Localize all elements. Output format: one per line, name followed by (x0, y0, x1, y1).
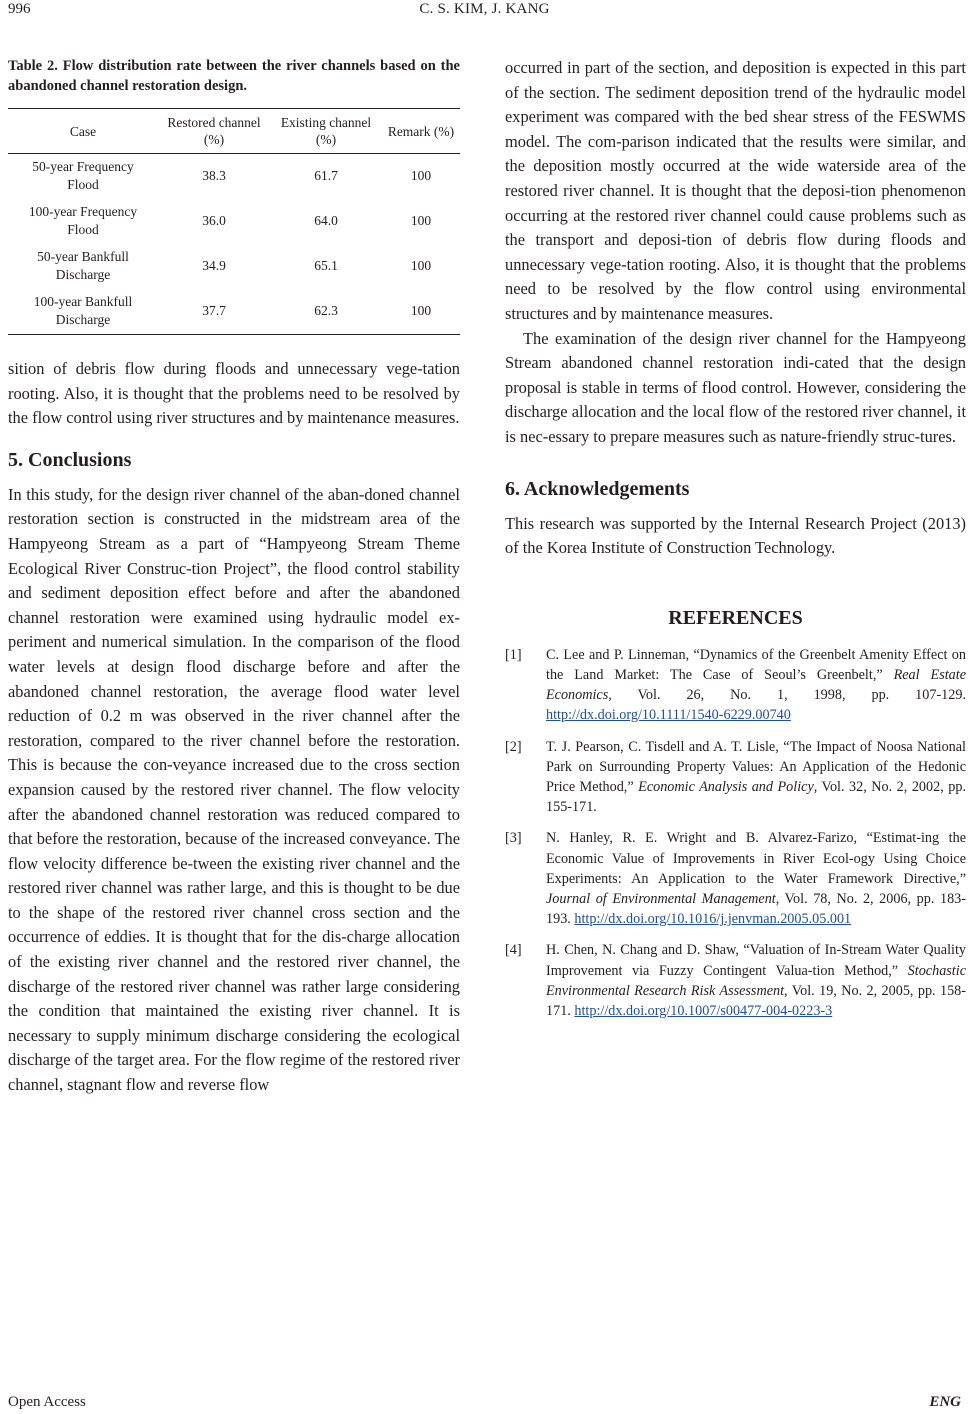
cell-restored: 38.3 (202, 168, 226, 183)
reference-journal: Economic Analysis and Policy (638, 778, 814, 795)
reference-authors-title: T. J. Pearson, C. Tisdell and A. T. Lisle, “The Impact of Noosa National Park on Surrounding Property Values: An Application of the Hedonic Price Method,” (546, 738, 966, 795)
cell-remark: 100 (410, 258, 432, 273)
cell-case: 50-year Frequency Flood (32, 159, 134, 192)
table-caption: Table 2. Flow distribution rate between the river channels based on the abandoned channel restoration design. (8, 58, 460, 94)
cell-remark: 100 (382, 289, 460, 335)
reference-details: , Vol. 78, No. 2, 2006, pp. 183-193. (546, 890, 966, 928)
page-header (0, 0, 969, 22)
reference-item (505, 737, 966, 818)
cell-remark: 100 (410, 213, 432, 228)
examination-paragraph: The examination of the design river channel for the Hampyeong Stream abandoned channel restoration indi-cated that the design proposal is stable in terms of flood control. However, considering the discharge allocation and the local flow of the restored river channel, it is nec-essary to prepare measures such as nature-friendly struc-tures. (505, 328, 966, 446)
header-restored: Restored channel (%) (158, 109, 270, 154)
table-header-row (8, 109, 460, 154)
cell-case: 100-year Frequency Flood (28, 204, 138, 237)
reference-number: [2] (505, 738, 522, 755)
reference-doi-link[interactable]: http://dx.doi.org/10.1111/1540-6229.00740 (546, 707, 791, 724)
running-head: C. S. KIM, J. KANG (419, 1, 550, 17)
conclusions-heading: 5. Conclusions (8, 448, 132, 471)
page-footer (0, 1394, 969, 1414)
cell-case: 100-year Bankfull Discharge (8, 289, 158, 335)
right-column (505, 56, 966, 1032)
references-heading: REFERENCES (668, 606, 803, 629)
cell-existing: 62.3 (270, 289, 382, 335)
table-row (8, 199, 460, 244)
reference-authors-title: N. Hanley, R. E. Wright and B. Alvarez-Farizo, “Estimat-ing the Economic Value of Improvements in River Ecol-ogy Using Choice Experiments: An Application to the Water Framework Directive,” (546, 830, 966, 887)
cell-existing: 65.1 (314, 258, 338, 273)
reference-doi-link[interactable]: http://dx.doi.org/10.1007/s00477-004-0223-3 (574, 1002, 833, 1019)
cell-restored: 37.7 (158, 289, 270, 335)
cell-existing: 61.7 (314, 168, 338, 183)
acknowledgements-heading: 6. Acknowledgements (505, 477, 690, 500)
reference-details: , Vol. 32, No. 2, 2002, pp. 155-171. (546, 778, 966, 816)
reference-text (546, 940, 966, 1021)
left-column (8, 56, 460, 1098)
cell-case: 50-year Bankfull Discharge (37, 249, 129, 282)
cell-remark: 100 (410, 168, 432, 183)
conclusions-paragraph: In this study, for the design river channel of the aban-doned channel restoration section is constructed in the midstream area of the Hampyeong Stream as a part of “Hampyeong Stream Theme Ecological River Construc-tion Project”, the flood control stability and sediment deposition effect before and after the abandoned channel restoration were examined using hydraulic model ex-periment and numerical simulation. In the comparison of the flood water levels at design flood discharge before and after the abandoned channel restoration, the average flood water level reduction of 0.2 m was observed in the river channel after the restoration, compared to the river channel before the restoration. This is because the con-veyance increased due to the cross section expansion caused by the restored river channel. The flow velocity after the abandoned channel restoration was reduced compared to that before the restoration, because of the increased conveyance. The flow velocity difference be-tween the existing river channel and the restored river channel was rather large, and this is thought to be due to the shape of the restored river channel cross section and the occurrence of eddies. It is thought that for the dis-charge allocation of the existing river channel and the restored river channel, the discharge of the restored river channel was rather large considering the condition that maintained the existing river channel. It is necessary to supply minimum discharge considering the ecological discharge of the target area. For the flow regime of the restored river channel, stagnant flow and reverse flow (8, 484, 460, 1095)
reference-text (546, 645, 966, 726)
reference-details: , Vol. 26, No. 1, 1998, pp. 107-129. (608, 687, 966, 704)
open-access-label: Open Access (8, 1394, 86, 1410)
reference-journal: Journal of Environmental Management (546, 890, 776, 907)
header-remark: Remark (%) (382, 109, 460, 154)
acknowledgements-paragraph: This research was supported by the Internal Research Project (2013) of the Korea Institute of Construction Technology. (505, 513, 966, 558)
reference-details: , Vol. 19, No. 2, 2005, pp. 158-171. (546, 982, 966, 1019)
table-row (8, 244, 460, 289)
reference-journal: Stochastic Environmental Research Risk Assessment (546, 962, 966, 999)
table-row (8, 154, 460, 200)
reference-journal: Real Estate Economics (546, 666, 966, 704)
reference-item (505, 645, 966, 726)
header-existing: Existing channel (%) (270, 109, 382, 154)
left-continuation-paragraph: sition of debris flow during floods and unnecessary vege-tation rooting. Also, it is thought that the problems need to be resolved by the flow control using river structures and by maintenance measures. (8, 359, 460, 428)
table-row (8, 289, 460, 335)
reference-doi-link[interactable]: http://dx.doi.org/10.1016/j.jenvman.2005.05.001 (574, 911, 852, 928)
flow-distribution-table (8, 108, 460, 335)
reference-authors-title: H. Chen, N. Chang and D. Shaw, “Valuation of In-Stream Water Quality Improvement via Fuzzy Contingent Valua-tion Method,” (546, 942, 966, 979)
reference-text (546, 828, 966, 929)
reference-item (505, 940, 966, 1021)
reference-number: [4] (505, 942, 522, 959)
reference-number: [3] (505, 830, 522, 847)
reference-number: [1] (505, 646, 522, 663)
cell-restored: 36.0 (202, 213, 226, 228)
journal-abbrev: ENG (929, 1394, 961, 1410)
page-number: 996 (8, 1, 31, 17)
reference-text (546, 737, 966, 818)
reference-authors-title: C. Lee and P. Linneman, “Dynamics of the Greenbelt Amenity Effect on the Land Market: The Case of Seoul’s Greenbelt,” (546, 646, 966, 683)
header-case: Case (8, 109, 158, 154)
cell-existing: 64.0 (314, 213, 338, 228)
cell-restored: 34.9 (202, 258, 226, 273)
reference-item (505, 828, 966, 929)
right-continuation-paragraph: occurred in part of the section, and deposition is expected in this part of the section. The sediment deposition trend of the hydraulic model experiment was compared with the bed shear stress of the FESWMS model. The com-parison indicated that the results were similar, and the deposition mostly occurred at the wide waterside area of the restored river channel. It is thought that the deposi-tion phenomenon occurring at the restored river channel could cause problems such as the transport and deposi-tion of debris flow during floods and unnecessary vege-tation rooting. Also, it is thought that the problems need to be resolved by the flow control using environmental structures and by maintenance measures. (505, 58, 966, 323)
